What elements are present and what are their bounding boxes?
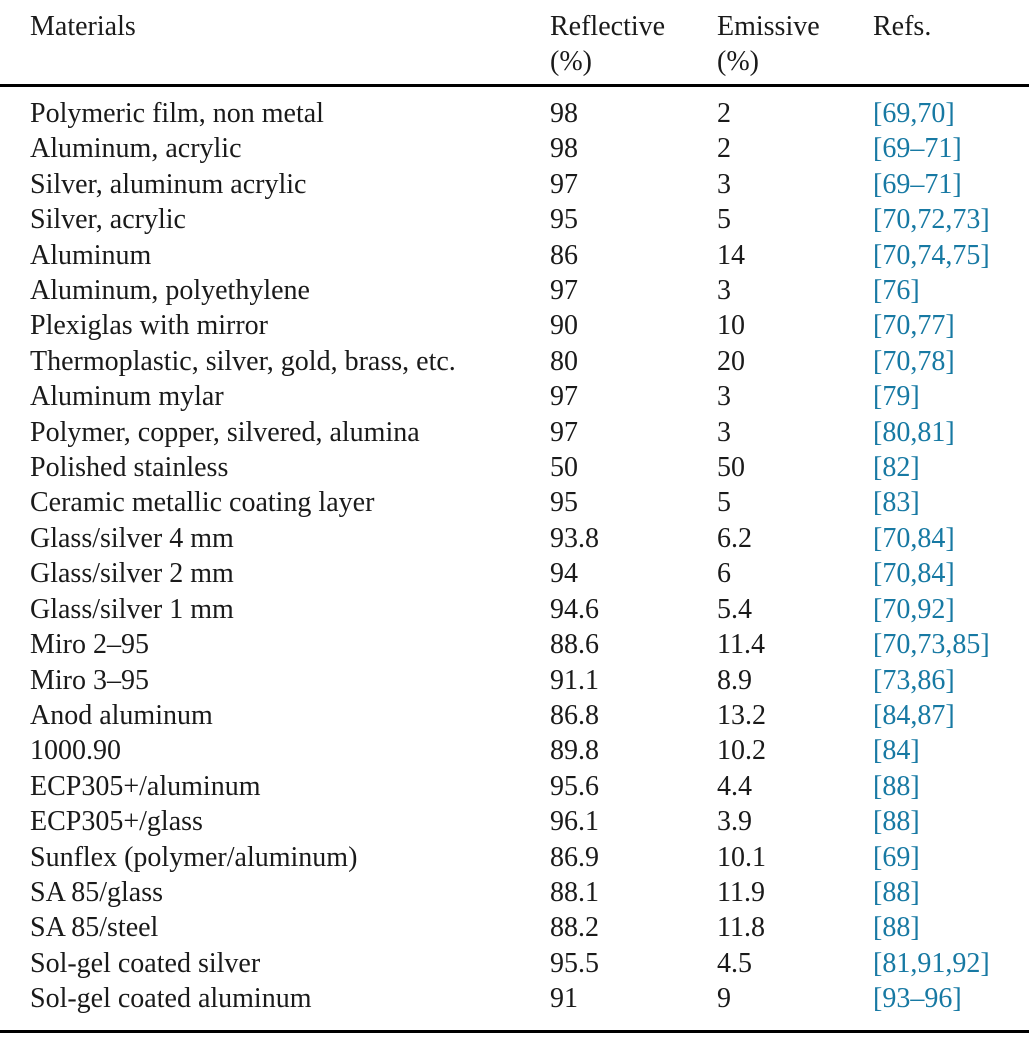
emissive-cell: 3.9 bbox=[717, 806, 752, 838]
reflective-cell: 95 bbox=[550, 204, 578, 236]
material-cell: Sunflex (polymer/aluminum) bbox=[30, 841, 358, 873]
material-cell: Aluminum mylar bbox=[30, 381, 224, 413]
material-cell: Polymer, copper, silvered, alumina bbox=[30, 416, 420, 448]
material-cell: Aluminum, acrylic bbox=[30, 133, 242, 165]
material-cell: Silver, acrylic bbox=[30, 204, 186, 236]
refs-cell bbox=[873, 344, 1029, 379]
emissive-cell: 4.4 bbox=[717, 770, 752, 802]
table-row bbox=[0, 415, 1029, 450]
reference-link[interactable]: [70,92] bbox=[873, 593, 955, 625]
refs-cell bbox=[873, 167, 1029, 202]
material-cell: Silver, aluminum acrylic bbox=[30, 168, 307, 200]
reference-link[interactable]: [70,77] bbox=[873, 310, 955, 342]
reference-link[interactable]: [80,81] bbox=[873, 416, 955, 448]
reference-link[interactable]: [88] bbox=[873, 912, 920, 944]
refs-cell bbox=[873, 379, 1029, 414]
material-cell: ECP305+/glass bbox=[30, 806, 203, 838]
table-row bbox=[0, 167, 1029, 202]
table-row bbox=[0, 769, 1029, 804]
refs-cell bbox=[873, 485, 1029, 520]
reference-link[interactable]: [69–71] bbox=[873, 168, 962, 200]
material-cell: Sol-gel coated aluminum bbox=[30, 983, 312, 1015]
column-header-emissive bbox=[717, 0, 873, 86]
emissive-cell: 10.1 bbox=[717, 841, 766, 873]
table-row bbox=[0, 981, 1029, 1031]
table-row bbox=[0, 86, 1029, 132]
reflective-cell: 91 bbox=[550, 983, 578, 1015]
material-cell: SA 85/glass bbox=[30, 876, 164, 908]
reflective-cell: 50 bbox=[550, 452, 578, 484]
table-row bbox=[0, 202, 1029, 237]
refs-cell bbox=[873, 663, 1029, 698]
emissive-cell: 3 bbox=[717, 381, 731, 413]
material-cell: ECP305+/aluminum bbox=[30, 770, 261, 802]
table-row bbox=[0, 273, 1029, 308]
table-row bbox=[0, 556, 1029, 591]
emissive-cell: 3 bbox=[717, 416, 731, 448]
refs-cell bbox=[873, 840, 1029, 875]
emissive-cell: 11.8 bbox=[717, 912, 765, 944]
material-cell: Miro 3–95 bbox=[30, 664, 149, 696]
table-row bbox=[0, 131, 1029, 166]
refs-cell bbox=[873, 627, 1029, 662]
reference-link[interactable]: [79] bbox=[873, 381, 920, 413]
reflective-cell: 86.9 bbox=[550, 841, 599, 873]
emissive-cell: 8.9 bbox=[717, 664, 752, 696]
reflective-cell: 97 bbox=[550, 381, 578, 413]
reflective-cell: 89.8 bbox=[550, 735, 599, 767]
emissive-cell: 9 bbox=[717, 983, 731, 1015]
table-row bbox=[0, 450, 1029, 485]
emissive-cell: 5 bbox=[717, 487, 731, 519]
reference-link[interactable]: [93–96] bbox=[873, 983, 962, 1015]
reference-link[interactable]: [84] bbox=[873, 735, 920, 767]
material-cell: Glass/silver 2 mm bbox=[30, 558, 234, 590]
reflective-cell: 98 bbox=[550, 98, 578, 129]
column-header-label: Emissive bbox=[717, 11, 820, 42]
refs-cell bbox=[873, 415, 1029, 450]
reflective-cell: 97 bbox=[550, 416, 578, 448]
material-cell: Polymeric film, non metal bbox=[30, 98, 324, 129]
reflective-cell: 96.1 bbox=[550, 806, 599, 838]
table-row bbox=[0, 804, 1029, 839]
reflective-cell: 97 bbox=[550, 168, 578, 200]
emissive-cell: 6 bbox=[717, 558, 731, 590]
table-row bbox=[0, 946, 1029, 981]
reflective-cell: 98 bbox=[550, 133, 578, 165]
emissive-cell: 13.2 bbox=[717, 699, 766, 731]
reflective-cell: 86.8 bbox=[550, 699, 599, 731]
reference-link[interactable]: [70,73,85] bbox=[873, 629, 990, 661]
reflective-cell: 94 bbox=[550, 558, 578, 590]
table-row bbox=[0, 875, 1029, 910]
materials-table-body bbox=[0, 86, 1029, 1032]
emissive-cell: 3 bbox=[717, 168, 731, 200]
column-header-unit: (%) bbox=[717, 46, 759, 77]
reflective-cell: 88.2 bbox=[550, 912, 599, 944]
reflective-cell: 88.1 bbox=[550, 876, 599, 908]
column-header-label: Reflective bbox=[550, 11, 666, 42]
refs-cell bbox=[873, 86, 1029, 132]
refs-cell bbox=[873, 981, 1029, 1031]
emissive-cell: 5 bbox=[717, 204, 731, 236]
reference-link[interactable]: [69–71] bbox=[873, 133, 962, 165]
refs-cell bbox=[873, 521, 1029, 556]
column-header-materials bbox=[0, 0, 550, 86]
material-cell: Polished stainless bbox=[30, 452, 229, 484]
emissive-cell: 11.9 bbox=[717, 876, 765, 908]
emissive-cell: 2 bbox=[717, 98, 731, 129]
table-row bbox=[0, 379, 1029, 414]
emissive-cell: 11.4 bbox=[717, 629, 765, 661]
table-row bbox=[0, 592, 1029, 627]
column-header-refs bbox=[873, 0, 1029, 86]
emissive-cell: 10.2 bbox=[717, 735, 766, 767]
reference-link[interactable]: [82] bbox=[873, 452, 920, 484]
header-row bbox=[0, 0, 1029, 86]
reflective-cell: 95.6 bbox=[550, 770, 599, 802]
emissive-cell: 10 bbox=[717, 310, 745, 342]
table-row bbox=[0, 910, 1029, 945]
table-row bbox=[0, 627, 1029, 662]
material-cell: Ceramic metallic coating layer bbox=[30, 487, 375, 519]
refs-cell bbox=[873, 273, 1029, 308]
refs-cell bbox=[873, 698, 1029, 733]
emissive-cell: 14 bbox=[717, 239, 745, 271]
table-row bbox=[0, 521, 1029, 556]
reflective-cell: 93.8 bbox=[550, 522, 599, 554]
material-cell: Glass/silver 1 mm bbox=[30, 593, 234, 625]
reference-link[interactable]: [88] bbox=[873, 806, 920, 838]
emissive-cell: 20 bbox=[717, 345, 745, 377]
reference-link[interactable]: [69,70] bbox=[873, 98, 955, 129]
reflective-cell: 95 bbox=[550, 487, 578, 519]
material-cell: Plexiglas with mirror bbox=[30, 310, 268, 342]
reference-link[interactable]: [88] bbox=[873, 770, 920, 802]
reference-link[interactable]: [70,84] bbox=[873, 558, 955, 590]
reference-link[interactable]: [84,87] bbox=[873, 699, 955, 731]
column-header-reflective bbox=[550, 0, 717, 86]
reference-link[interactable]: [70,84] bbox=[873, 522, 955, 554]
emissive-cell: 3 bbox=[717, 275, 731, 307]
refs-cell bbox=[873, 308, 1029, 343]
reference-link[interactable]: [88] bbox=[873, 876, 920, 908]
reflective-cell: 94.6 bbox=[550, 593, 599, 625]
reflective-cell: 95.5 bbox=[550, 947, 599, 979]
table-row bbox=[0, 238, 1029, 273]
emissive-cell: 6.2 bbox=[717, 522, 752, 554]
material-cell: Glass/silver 4 mm bbox=[30, 522, 234, 554]
refs-cell bbox=[873, 910, 1029, 945]
reference-link[interactable]: [70,78] bbox=[873, 345, 955, 377]
material-cell: 1000.90 bbox=[30, 735, 121, 767]
material-cell: Anod aluminum bbox=[30, 699, 213, 731]
reference-link[interactable]: [73,86] bbox=[873, 664, 955, 696]
refs-cell bbox=[873, 556, 1029, 591]
table-row bbox=[0, 698, 1029, 733]
material-cell: Miro 2–95 bbox=[30, 629, 149, 661]
column-header-label: Refs. bbox=[873, 11, 932, 42]
reference-link[interactable]: [76] bbox=[873, 275, 920, 307]
refs-cell bbox=[873, 769, 1029, 804]
emissive-cell: 4.5 bbox=[717, 947, 752, 979]
column-header-unit: (%) bbox=[550, 46, 592, 77]
reflective-cell: 97 bbox=[550, 275, 578, 307]
reference-link[interactable]: [69] bbox=[873, 841, 920, 873]
table-header bbox=[0, 0, 1029, 86]
refs-cell bbox=[873, 131, 1029, 166]
reflective-cell: 80 bbox=[550, 345, 578, 377]
refs-cell bbox=[873, 450, 1029, 485]
refs-cell bbox=[873, 202, 1029, 237]
table-row bbox=[0, 733, 1029, 768]
reflective-cell: 90 bbox=[550, 310, 578, 342]
column-header-label: Materials bbox=[30, 11, 136, 42]
emissive-cell: 50 bbox=[717, 452, 745, 484]
material-cell: Sol-gel coated silver bbox=[30, 947, 261, 979]
refs-cell bbox=[873, 733, 1029, 768]
refs-cell bbox=[873, 875, 1029, 910]
material-cell: SA 85/steel bbox=[30, 912, 159, 944]
refs-cell bbox=[873, 946, 1029, 981]
table-row bbox=[0, 840, 1029, 875]
refs-cell bbox=[873, 592, 1029, 627]
reference-link[interactable]: [70,72,73] bbox=[873, 204, 990, 236]
material-cell: Aluminum, polyethylene bbox=[30, 275, 310, 307]
reflective-cell: 91.1 bbox=[550, 664, 599, 696]
refs-cell bbox=[873, 238, 1029, 273]
material-cell: Thermoplastic, silver, gold, brass, etc. bbox=[30, 345, 456, 377]
table-row bbox=[0, 663, 1029, 698]
reference-link[interactable]: [81,91,92] bbox=[873, 947, 990, 979]
reflective-cell: 86 bbox=[550, 239, 578, 271]
table-row bbox=[0, 344, 1029, 379]
table-row bbox=[0, 308, 1029, 343]
material-cell: Aluminum bbox=[30, 239, 152, 271]
reference-link[interactable]: [70,74,75] bbox=[873, 239, 990, 271]
emissive-cell: 5.4 bbox=[717, 593, 752, 625]
emissive-cell: 2 bbox=[717, 133, 731, 165]
reference-link[interactable]: [83] bbox=[873, 487, 920, 519]
reflective-cell: 88.6 bbox=[550, 629, 599, 661]
table-row bbox=[0, 485, 1029, 520]
refs-cell bbox=[873, 804, 1029, 839]
